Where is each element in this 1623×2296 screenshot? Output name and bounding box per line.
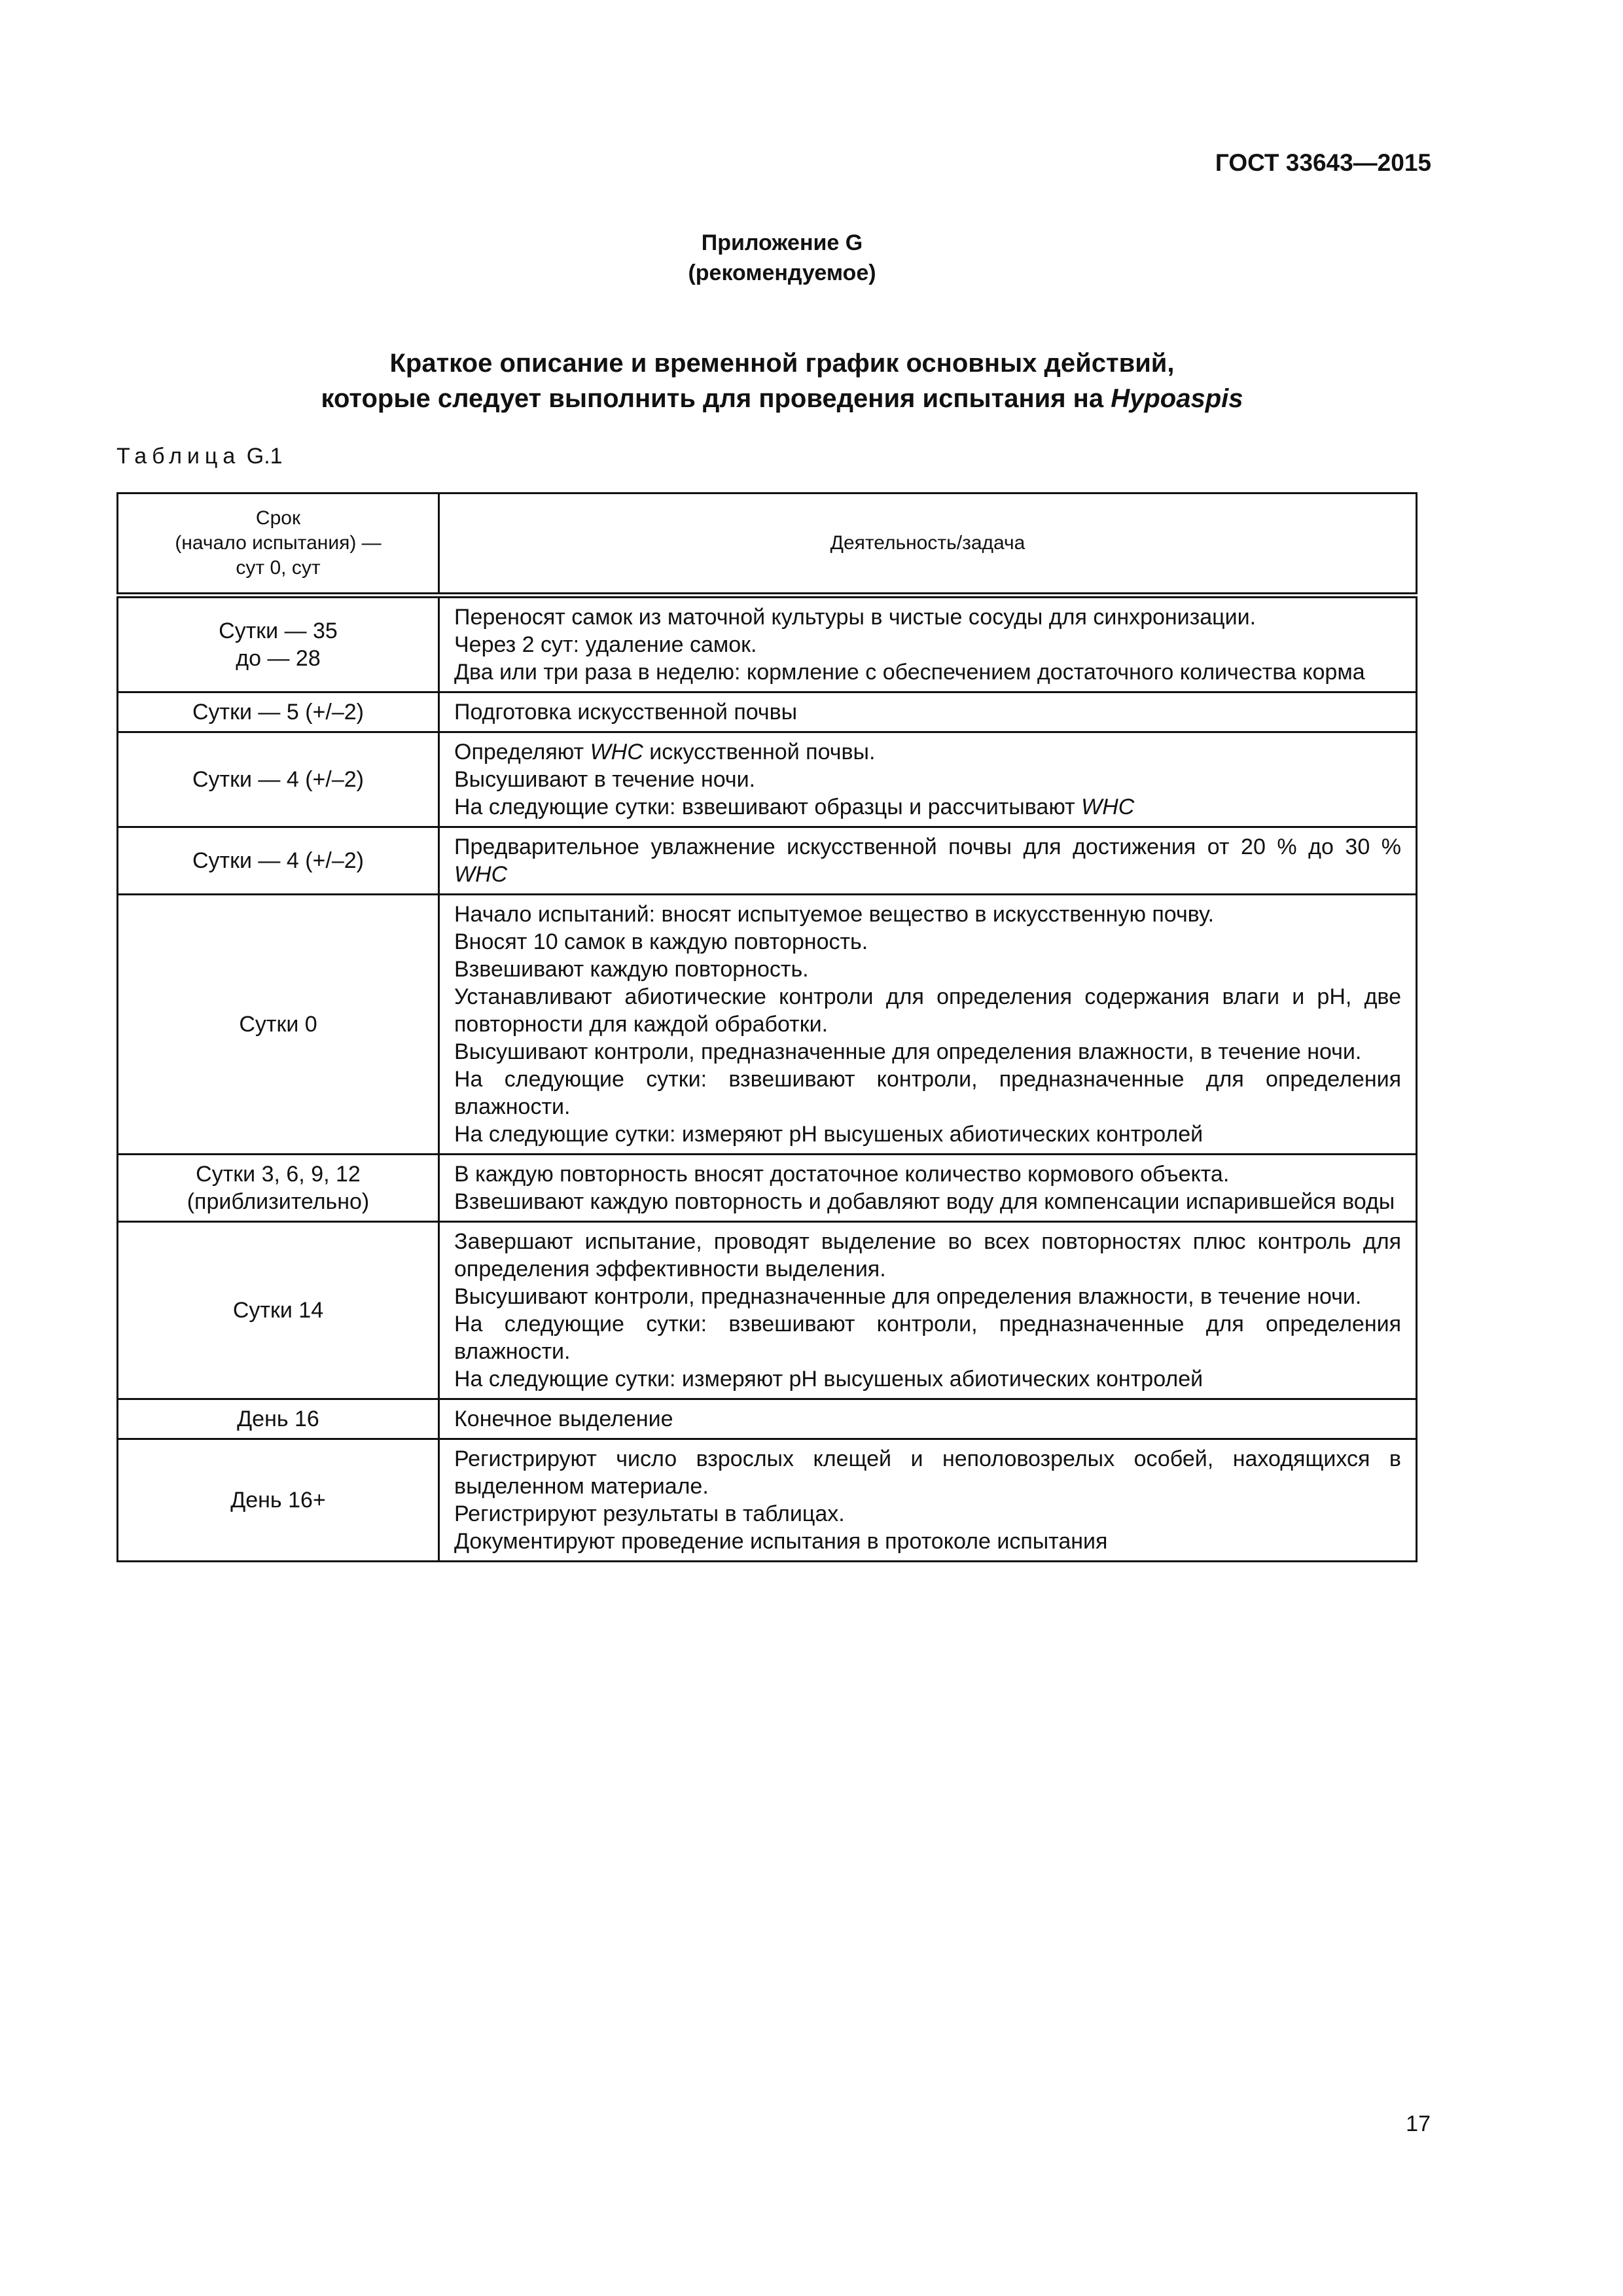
term-line: (приблизительно) (187, 1189, 370, 1214)
standard-code: ГОСТ 33643—2015 (1215, 149, 1431, 176)
table-row (118, 1222, 1417, 1399)
term-cell (118, 827, 439, 895)
activity-line: Конечное выделение (454, 1407, 673, 1431)
activity-line: Взвешивают каждую повторность. (454, 957, 809, 982)
activity-line: На следующие сутки: измеряют pH высушеных абиотических контролей (454, 1367, 1204, 1391)
activity-cell (439, 895, 1417, 1155)
activity-line: Взвешивают каждую повторность и добавляют воду для компенсации испарившейся воды (454, 1189, 1395, 1214)
table-row (118, 895, 1417, 1155)
activity-line: Переносят самок из маточной культуры в чистые сосуды для синхронизации. (454, 605, 1257, 630)
activity-cell (439, 1222, 1417, 1399)
term-cell (118, 1439, 439, 1562)
term-line: Сутки 0 (239, 1012, 317, 1037)
term-line: Сутки — 4 (+/–2) (192, 767, 364, 792)
activity-line: Регистрируют результаты в таблицах. (454, 1501, 845, 1526)
table-label-number: G.1 (246, 444, 283, 469)
table-body (118, 596, 1417, 1562)
table-row (118, 827, 1417, 895)
table-label (116, 444, 283, 469)
activity-cell (439, 732, 1417, 827)
header-term (118, 493, 439, 596)
activity-line: Подготовка искусственной почвы (454, 700, 798, 725)
activity-line: На следующие сутки: взвешивают контроли, предназначенные для определения влажности. (454, 1312, 1401, 1364)
activity-line: Высушивают контроли, предназначенные для определения влажности, в течение ночи. (454, 1039, 1362, 1064)
table-row (118, 1439, 1417, 1562)
term-line: Сутки — 35 (219, 619, 338, 643)
activity-line: Начало испытаний: вносят испытуемое вещество в искусственную почву. (454, 902, 1215, 927)
table-row (118, 1399, 1417, 1439)
table-row (118, 692, 1417, 732)
term-line: Сутки 3, 6, 9, 12 (196, 1162, 361, 1187)
title-line-2 (0, 381, 1564, 416)
term-cell (118, 692, 439, 732)
activity-line: Два или три раза в неделю: кормление с обеспечением достаточного количества корма (454, 660, 1365, 685)
activity-line: Регистрируют число взрослых клещей и неполовозрелых особей, находящихся в выделенном материале. (454, 1446, 1401, 1499)
term-cell (118, 732, 439, 827)
activity-line: Вносят 10 самок в каждую повторность. (454, 929, 868, 954)
activity-cell (439, 692, 1417, 732)
activity-line: Высушивают в течение ночи. (454, 767, 756, 792)
annex-status: (рекомендуемое) (688, 260, 876, 285)
annex-heading (0, 228, 1564, 288)
activity-cell (439, 1155, 1417, 1222)
activity-line: Определяют WHC искусственной почвы. (454, 740, 876, 764)
header-term-line: Срок (255, 507, 301, 529)
header-term-line: сут 0, сут (236, 557, 321, 579)
whc-abbreviation: WHC (1081, 795, 1135, 819)
activity-line: В каждую повторность вносят достаточное количество кормового объекта. (454, 1162, 1230, 1187)
term-line: Сутки 14 (232, 1298, 324, 1323)
term-line: Сутки — 4 (+/–2) (192, 848, 364, 873)
term-line: до — 28 (236, 646, 321, 671)
term-cell (118, 895, 439, 1155)
activity-cell (439, 827, 1417, 895)
activity-line: Завершают испытание, проводят выделение во всех повторностях плюс контроль для определения эффективности выделения. (454, 1229, 1401, 1282)
activity-line: Предварительное увлажнение искусственной почвы для достижения от 20 % до 30 % WHC (454, 834, 1401, 887)
table-row (118, 1155, 1417, 1222)
table-row (118, 596, 1417, 692)
activity-cell (439, 596, 1417, 692)
table-header-row (118, 493, 1417, 596)
title-species: Hypoaspis (1111, 384, 1243, 413)
term-cell (118, 1155, 439, 1222)
page-number: 17 (1406, 2111, 1431, 2136)
term-line: Сутки — 5 (+/–2) (192, 700, 364, 725)
header-term-line: (начало испытания) — (175, 532, 382, 554)
term-line: День 16+ (230, 1488, 326, 1513)
activity-cell (439, 1439, 1417, 1562)
term-cell (118, 596, 439, 692)
activity-line: Документируют проведение испытания в протоколе испытания (454, 1529, 1108, 1554)
table-label-word: Таблица (116, 444, 241, 469)
annex-title: Приложение G (701, 230, 863, 255)
document-title (0, 346, 1564, 416)
activity-line: На следующие сутки: взвешивают образцы и рассчитывают WHC (454, 795, 1135, 819)
term-cell (118, 1399, 439, 1439)
activity-cell (439, 1399, 1417, 1439)
title-line-2-text: которые следует выполнить для проведения испытания на (321, 384, 1111, 413)
table-row (118, 732, 1417, 827)
activity-line: На следующие сутки: взвешивают контроли, предназначенные для определения влажности. (454, 1067, 1401, 1119)
activity-line: Высушивают контроли, предназначенные для определения влажности, в течение ночи. (454, 1284, 1362, 1309)
whc-abbreviation: WHC (454, 862, 508, 887)
whc-abbreviation: WHC (590, 740, 643, 764)
activity-line: Устанавливают абиотические контроли для определения содержания влаги и pH, две повторности для каждой обработки. (454, 984, 1401, 1037)
title-line-1: Краткое описание и временной график основных действий, (389, 349, 1175, 378)
activity-line: На следующие сутки: измеряют pH высушеных абиотических контролей (454, 1122, 1204, 1147)
schedule-table (116, 492, 1418, 1562)
activity-line: Через 2 сут: удаление самок. (454, 632, 757, 657)
term-cell (118, 1222, 439, 1399)
header-activity: Деятельность/задача (439, 493, 1417, 596)
term-line: День 16 (237, 1407, 319, 1431)
